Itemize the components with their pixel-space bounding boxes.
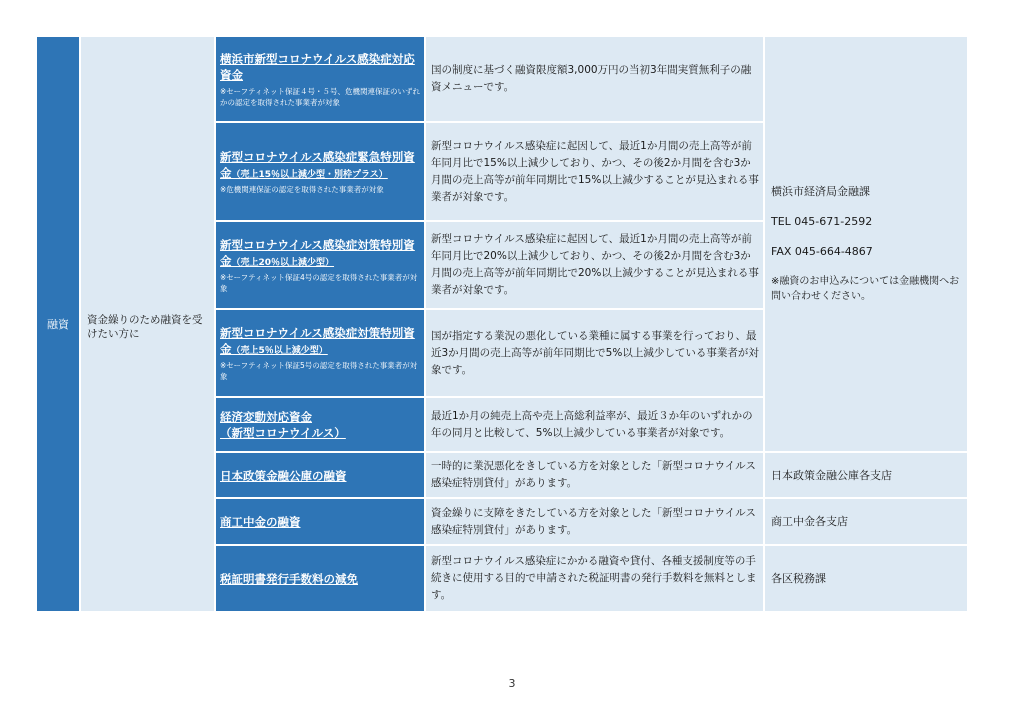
program-description-cell [426,222,763,308]
program-description-cell [426,398,763,451]
program-name-cell [216,310,424,396]
contact-office: 日本政策金融公庫各支店 [771,468,892,482]
program-name-link[interactable] [220,514,420,530]
program-name-cell [216,37,424,121]
contact-office: 各区税務課 [771,572,826,585]
program-name-cell [216,546,424,611]
program-description: 最近1か月の純売上高や売上高総利益率が、最近３か年のいずれかの年の同月と比較して、5%以上減少している事業者が対象です。 [431,409,753,439]
program-name-link[interactable] [220,237,420,271]
program-name: 新型コロナウイルス感染症対策特別資金 [220,238,415,268]
program-name-cell [216,453,424,497]
program-eligibility-note: ※セーフティネット保証４号・５号、危機関連保証のいずれかの認定を取得された事業者が対象 [220,87,421,107]
program-description: 国の制度に基づく融資限度額3,000万円の当初3年間実質無利子の融資メニューです。 [431,64,752,93]
program-name-paren: （売上15％以上減少型・別枠プラス） [231,170,388,180]
program-name: 新型コロナウイルス感染症緊急特別資金 [220,150,415,180]
program-name-paren: （売上20％以上減少型） [231,258,335,268]
category-label: 融資 [47,318,69,331]
program-description: 新型コロナウイルス感染症に起因して、最近1か月間の売上高等が前年同月比で20%以上減少しており、かつ、その後2か月間を含む3か月間の売上高等が前年同期比で20%以上減少することが見込まれる事業者が対象です。 [431,233,759,296]
contact-cell-jfc [765,453,967,497]
program-description-cell [426,310,763,396]
program-name: 新型コロナウイルス感染症対策特別資金 [220,326,415,356]
program-description: 国が指定する業況の悪化している業種に属する事業を行っており、最近3か月間の売上高等が前年同期比で5%以上減少している事業者が対象です。 [431,329,759,376]
program-eligibility-note: ※セーフティネット保証4号の認定を取得された事業者が対象 [220,273,418,293]
program-name-link[interactable] [220,468,420,484]
program-name-link[interactable] [220,51,420,85]
contact-office: 商工中金各支店 [771,515,848,528]
program-name: 経済変動対応資金 [220,410,312,424]
program-name-link[interactable] [220,325,420,359]
subcategory-label: 資金繰りのため融資を受けたい方に [87,314,203,340]
contact-cell-tax [765,546,967,611]
subcategory-cell [81,37,214,611]
program-description-cell [426,123,763,220]
program-name: 税証明書発行手数料の減免 [220,572,358,586]
program-name-cell [216,222,424,308]
program-name-paren: （売上5％以上減少型） [231,346,328,356]
contact-office: 横浜市経済局金融課 [771,185,870,198]
program-description-cell [426,499,763,544]
contact-cell-shokochukin [765,499,967,544]
program-description: 一時的に業況悪化をきしている方を対象とした「新型コロナウイルス感染症特別貸付」があります。 [431,460,756,489]
program-name: 日本政策金融公庫の融資 [220,468,347,483]
program-name-link[interactable] [220,149,420,183]
category-cell [37,37,79,611]
program-name-cell [216,398,424,451]
contact-note: ※融資のお申込みについては金融機関へお問い合わせください。 [771,276,960,302]
program-eligibility-note: ※危機関連保証の認定を取得された事業者が対象 [220,185,384,194]
program-description-cell [426,37,763,121]
page-number: 3 [508,677,516,690]
program-description-cell [426,546,763,611]
contact-tel: TEL 045-671-2592 [771,215,873,228]
contact-fax: FAX 045-664-4867 [771,245,873,258]
program-name-link[interactable] [220,571,420,587]
program-eligibility-note: ※セーフティネット保証5号の認定を取得された事業者が対象 [220,361,418,381]
program-name: 横浜市新型コロナウイルス感染症対応資金 [220,52,415,82]
program-name-paren: （新型コロナウイルス） [220,426,346,440]
program-name-cell [216,499,424,544]
program-name: 商工中金の融資 [220,515,301,529]
program-name-cell [216,123,424,220]
program-description-cell [426,453,763,497]
program-name-link[interactable] [220,409,420,441]
contact-cell-yokohama [765,37,967,451]
program-description: 新型コロナウイルス感染症に起因して、最近1か月間の売上高等が前年同月比で15%以上減少しており、かつ、その後2か月間を含む3か月間の売上高等が前年同期比で15%以上減少することが見込まれる事業者が対象です。 [431,139,759,203]
program-description: 資金繰りに支障をきたしている方を対象とした「新型コロナウイルス感染症特別貸付」があります。 [431,506,756,536]
program-description: 新型コロナウイルス感染症にかかる融資や貸付、各種支援制度等の手続きに使用する目的で申請された税証明書の発行手数料を無料とします。 [431,555,757,601]
